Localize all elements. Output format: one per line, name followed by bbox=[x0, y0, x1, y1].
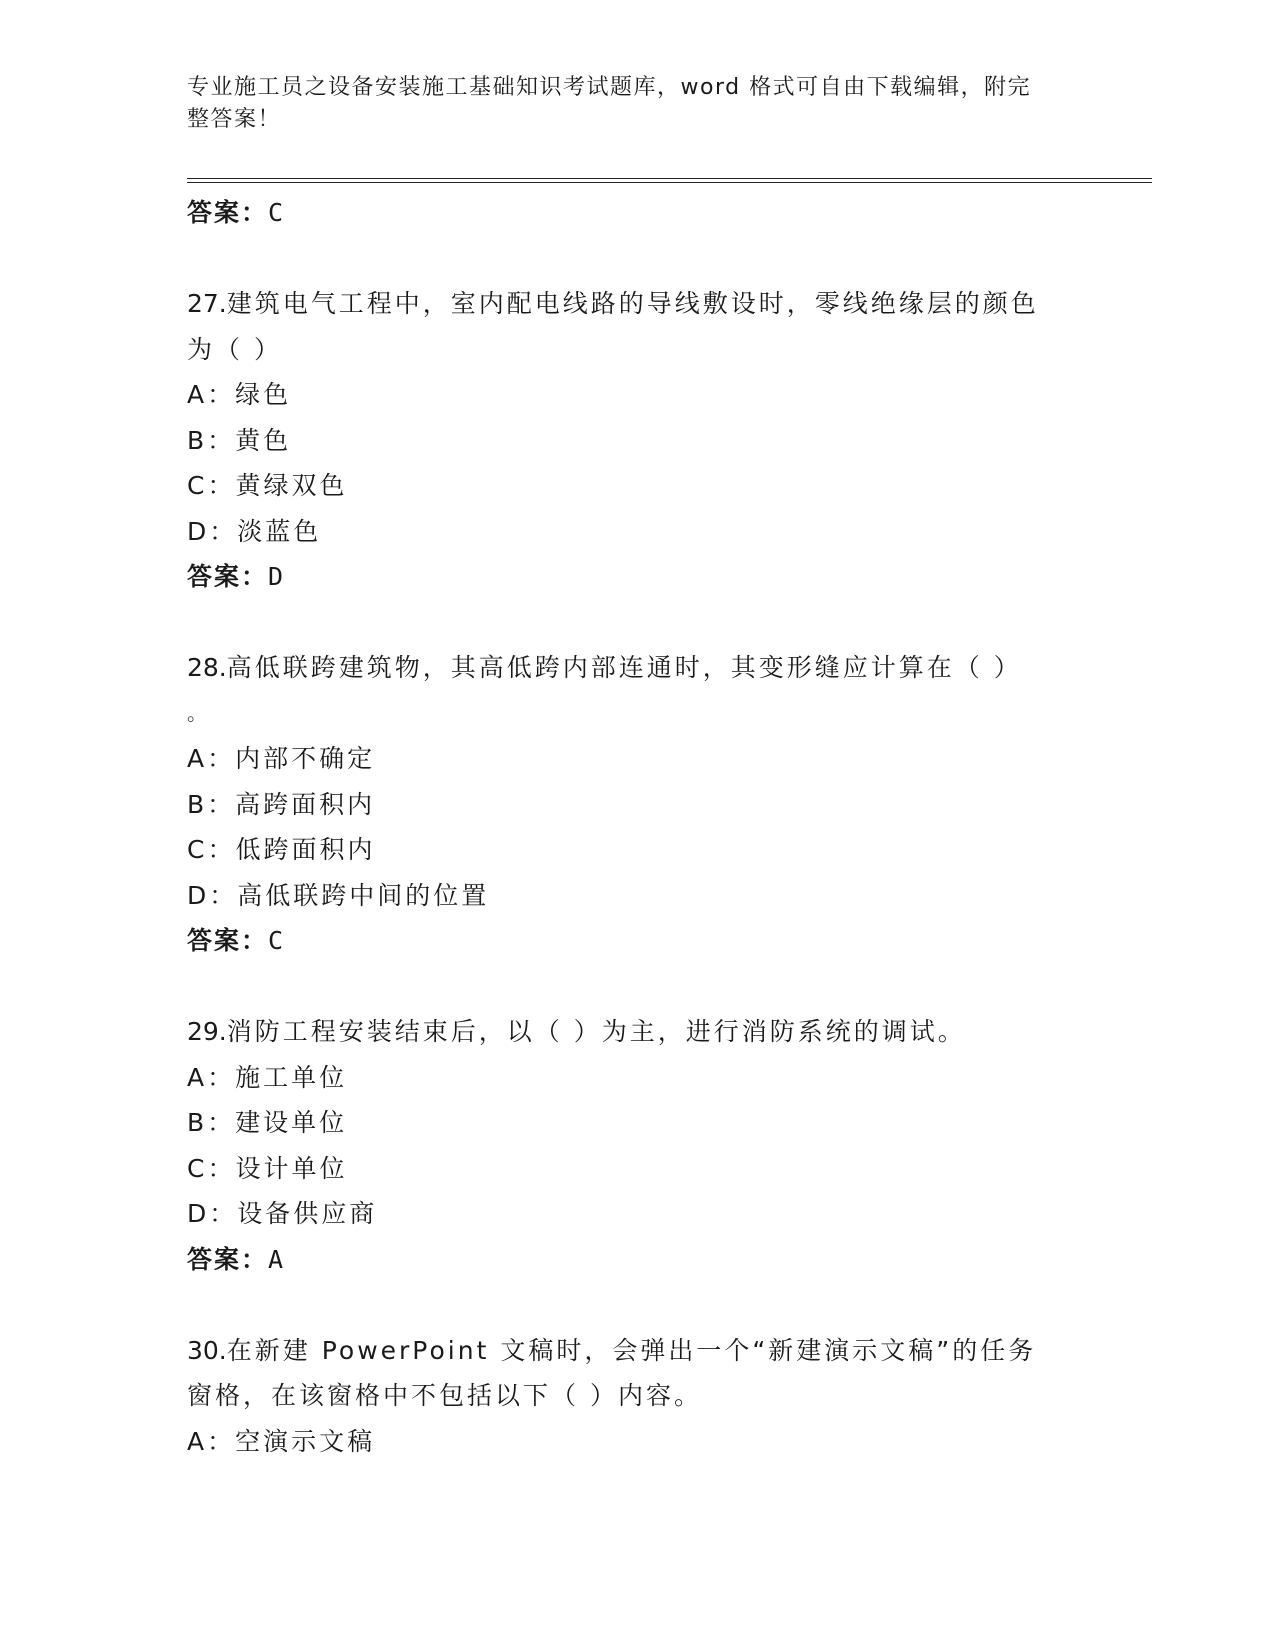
option-c: C：设计单位 bbox=[187, 1153, 348, 1183]
question-line: 窗格，在该窗格中不包括以下（ ）内容。 bbox=[187, 1381, 702, 1410]
option-a: A：内部不确定 bbox=[187, 744, 376, 773]
question-29 bbox=[187, 1009, 1087, 1282]
question-line: 高低联跨建筑物，其高低跨内部连通时，其变形缝应计算在（ ） bbox=[226, 653, 1022, 682]
spacer bbox=[187, 1282, 1087, 1328]
question-number: 28. bbox=[187, 653, 227, 682]
question-text bbox=[187, 645, 1087, 691]
answer-line bbox=[187, 918, 1087, 964]
question-line: 建筑电气工程中，室内配电线路的导线敷设时，零线绝缘层的颜色 bbox=[226, 289, 1039, 318]
spacer bbox=[187, 964, 1087, 1010]
answer-label: 答案： bbox=[187, 926, 269, 955]
page-header bbox=[187, 72, 1067, 136]
option-b: B：建设单位 bbox=[187, 1108, 348, 1137]
question-text bbox=[187, 1328, 1087, 1374]
option-a: A：施工单位 bbox=[187, 1062, 348, 1092]
question-list bbox=[187, 190, 1087, 1464]
answer-value: C bbox=[268, 198, 284, 227]
answer-label: 答案： bbox=[187, 198, 269, 227]
spacer bbox=[187, 600, 1087, 646]
question-line: 在新建 PowerPoint 文稿时，会弹出一个“新建演示文稿”的任务 bbox=[226, 1335, 1037, 1365]
question-27 bbox=[187, 281, 1087, 600]
question-number: 27. bbox=[187, 289, 227, 318]
question-line: 为（ ） bbox=[187, 334, 282, 364]
header-divider bbox=[187, 178, 1152, 183]
option-a: A：空演示文稿 bbox=[187, 1426, 376, 1456]
question-text bbox=[187, 1009, 1087, 1055]
answer-value: D bbox=[268, 562, 284, 591]
option-b: B：高跨面积内 bbox=[187, 789, 376, 819]
question-number: 29. bbox=[187, 1017, 227, 1046]
option-c: C：低跨面积内 bbox=[187, 835, 376, 864]
answer-label: 答案： bbox=[187, 562, 269, 591]
question-28 bbox=[187, 645, 1087, 964]
question-line: 消防工程安装结束后，以（ ）为主，进行消防系统的调试。 bbox=[226, 1017, 966, 1046]
spacer bbox=[187, 236, 1087, 282]
question-line: 。 bbox=[187, 700, 210, 725]
option-d: D：设备供应商 bbox=[187, 1199, 378, 1228]
option-d: D：淡蓝色 bbox=[187, 516, 322, 546]
header-line-1: 专业施工员之设备安装施工基础知识考试题库，word 格式可自由下载编辑，附完 bbox=[187, 75, 1032, 100]
header-line-2: 整答案！ bbox=[187, 107, 282, 132]
option-b: B：黄色 bbox=[187, 425, 292, 455]
answer-line bbox=[187, 1237, 1087, 1283]
answer-label: 答案： bbox=[187, 1244, 269, 1274]
option-c: C：黄绿双色 bbox=[187, 471, 348, 500]
question-30 bbox=[187, 1328, 1087, 1465]
answer-value: C bbox=[268, 926, 284, 955]
question-number: 30. bbox=[187, 1335, 227, 1365]
answer-value: A bbox=[268, 1244, 284, 1274]
answer-line bbox=[187, 190, 1087, 236]
question-text bbox=[187, 281, 1087, 327]
answer-line bbox=[187, 554, 1087, 600]
option-a: A：绿色 bbox=[187, 380, 292, 409]
option-d: D：高低联跨中间的位置 bbox=[187, 880, 490, 910]
